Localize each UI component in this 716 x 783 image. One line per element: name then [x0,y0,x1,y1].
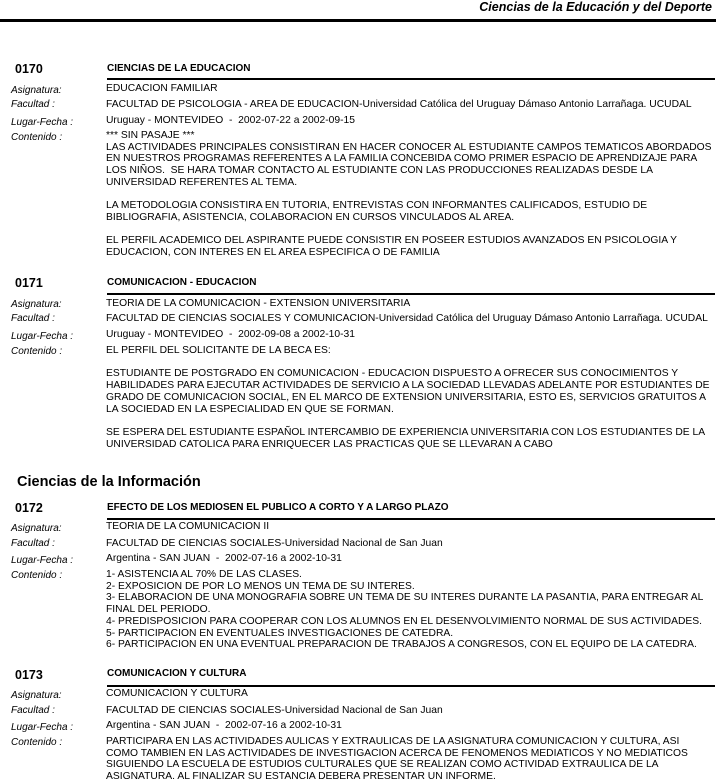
entry-title: COMUNICACION Y CULTURA [107,668,247,679]
contenido-label: Contenido : [11,737,63,748]
section-heading: Ciencias de la Información [17,474,201,490]
facultad-value: FACULTAD DE PSICOLOGIA - AREA DE EDUCACION-Universidad Católica del Uruguay Dámaso Antonio Larrañaga. UCUDAL [106,99,692,110]
asignatura-label: Asignatura: [11,690,62,701]
asignatura-value: TEORIA DE LA COMUNICACION - EXTENSION UNIVERSITARIA [106,298,411,309]
entry-code: 0172 [15,501,43,515]
entry-rule [107,685,715,687]
contenido-label: Contenido : [11,570,63,581]
asignatura-label: Asignatura: [11,299,62,310]
facultad-value: FACULTAD DE CIENCIAS SOCIALES Y COMUNICACION-Universidad Católica del Uruguay Dámaso Antonio Larrañaga. UCUDAL [106,313,708,324]
lugar-fecha-label: Lugar-Fecha : [11,555,74,566]
entry-title: CIENCIAS DE LA EDUCACION [107,63,251,74]
entry-code: 0173 [15,668,43,682]
page-header: Ciencias de la Educación y del Deporte [479,0,712,14]
entry-title: COMUNICACION - EDUCACION [107,277,257,288]
entry-code: 0170 [15,62,43,76]
facultad-value: FACULTAD DE CIENCIAS SOCIALES-Universidad Nacional de San Juan [106,705,443,716]
facultad-value: FACULTAD DE CIENCIAS SOCIALES-Universidad Nacional de San Juan [106,538,443,549]
asignatura-value: EDUCACION FAMILIAR [106,83,218,94]
contenido-label: Contenido : [11,346,63,357]
contenido-value: 1- ASISTENCIA AL 70% DE LAS CLASES. 2- EXPOSICION DE POR LO MENOS UN TEMA DE SU INTERES. 3- ELABORACION DE UNA MONOGRAFIA SOBRE UN TEMA DE SU INTERES DURANTE LA PASANTIA, PARA ENTREGAR AL FINAL DEL PERIODO. 4- PREDISPOSICION PARA COOPERAR CON LOS ALUMNOS EN EL DESENVOLVIMIENTO NORMAL DE SUS ACTIVIDADES. 5- PARTICIPACION EN EVENTUALES INVESTIGACIONES DE CATEDRA. 6- PARTICIPACION EN UNA EVENTUAL PREPARACION DE TRABAJOS A CONGRESOS, CON EL EQUIPO DE LA CATEDRA. [106,569,704,651]
asignatura-value: COMUNICACION Y CULTURA [106,688,248,699]
contenido-value: EL PERFIL DEL SOLICITANTE DE LA BECA ES: ESTUDIANTE DE POSTGRADO EN COMUNICACION - EDUCACION DISPUESTO A OFRECER SUS CONOCIMIENTOS Y HABILIDADES PARA EJECUTAR ACTIVIDADES DE SERVICIO A LA SOCIEDAD LLEVADAS ADELANTE POR ESTUDIANTES DE GRADO DE COMUNICACION SOCIAL, EN EL MARCO DE EXTENSION UNIVERSITARIA, ESTO ES, SERVICIOS GRATUITOS A LA SOCIEDAD EN LA ESPECIALIDAD EN QUE SE FORMAN. SE ESPERA DEL ESTUDIANTE ESPAÑOL INTERCAMBIO DE EXPERIENCIA UNIVERSITARIA CON LOS ESTUDIANTES DE LA UNIVERSIDAD CATOLICA PARA ENRIQUECER LAS PRACTICAS QUE SE LLEVARAN A CABO [106,345,710,450]
entry-code: 0171 [15,276,43,290]
lugar-fecha-label: Lugar-Fecha : [11,117,74,128]
facultad-label: Facultad : [11,313,55,324]
lugar-fecha-label: Lugar-Fecha : [11,331,74,342]
contenido-value: *** SIN PASAJE *** LAS ACTIVIDADES PRINCIPALES CONSISTIRAN EN HACER CONOCER AL ESTUDIANTE CAMPOS TEMATICOS ABORDADOS EN NUESTROS PROGRAMAS REFERENTES A LA FAMILIA CONCEBIDA COMO PRIMER ESPACIO DE APRENDIZAJE PARA LOS NIÑOS. SE HARA TOMAR CONTACTO AL ESTUDIANTE CON LAS PRODUCCIONES REALIZADAS DESDE LA UNIVERSIDAD REFERENTES AL TEMA. LA METODOLOGIA CONSISTIRA EN TUTORIA, ENTREVISTAS CON INFORMANTES CALIFICADOS, ESTUDIO DE BIBLIOGRAFIA, ASISTENCIA, COLABORACION EN CURSOS VINCULADOS AL AREA. EL PERFIL ACADEMICO DEL ASPIRANTE PUEDE CONSISTIR EN POSEER ESTUDIOS AVANZADOS EN PSICOLOGIA Y EDUCACION, CON INTERES EN EL AREA ESPECIFICA O DE FAMILIA [106,130,712,259]
entry-rule [107,293,715,295]
facultad-label: Facultad : [11,538,55,549]
facultad-label: Facultad : [11,705,55,716]
lugar-fecha-value: Uruguay - MONTEVIDEO - 2002-07-22 a 2002-09-15 [106,115,355,126]
contenido-label: Contenido : [11,132,63,143]
lugar-fecha-label: Lugar-Fecha : [11,722,74,733]
entry-rule [107,78,715,80]
lugar-fecha-value: Argentina - SAN JUAN - 2002-07-16 a 2002-10-31 [106,553,342,564]
lugar-fecha-value: Uruguay - MONTEVIDEO - 2002-09-08 a 2002-10-31 [106,329,355,340]
asignatura-label: Asignatura: [11,523,62,534]
lugar-fecha-value: Argentina - SAN JUAN - 2002-07-16 a 2002-10-31 [106,720,342,731]
entry-rule [107,518,715,520]
facultad-label: Facultad : [11,99,55,110]
asignatura-label: Asignatura: [11,85,62,96]
contenido-value: PARTICIPARA EN LAS ACTIVIDADES AULICAS Y EXTRAULICAS DE LA ASIGNATURA COMUNICACION Y CULTURA, ASI COMO TAMBIEN EN LAS ACTIVIDADES DE INVESTIGACION ACERCA DE FENOMENOS MEDIATICOS Y NO MEDIATICOS SIGUIENDO LA ESCUELA DE ESTUDIOS CULTURALES QUE SE REALIZAN COMO ACTIVIDAD EXTRAULICA DE LA ASIGNATURA. AL FINALIZAR SU ESTANCIA DEBERA PRESENTAR UN INFORME. [106,736,688,783]
header-rule [0,19,716,22]
entry-title: EFECTO DE LOS MEDIOSEN EL PUBLICO A CORTO Y A LARGO PLAZO [107,502,449,513]
asignatura-value: TEORIA DE LA COMUNICACION II [106,521,270,532]
